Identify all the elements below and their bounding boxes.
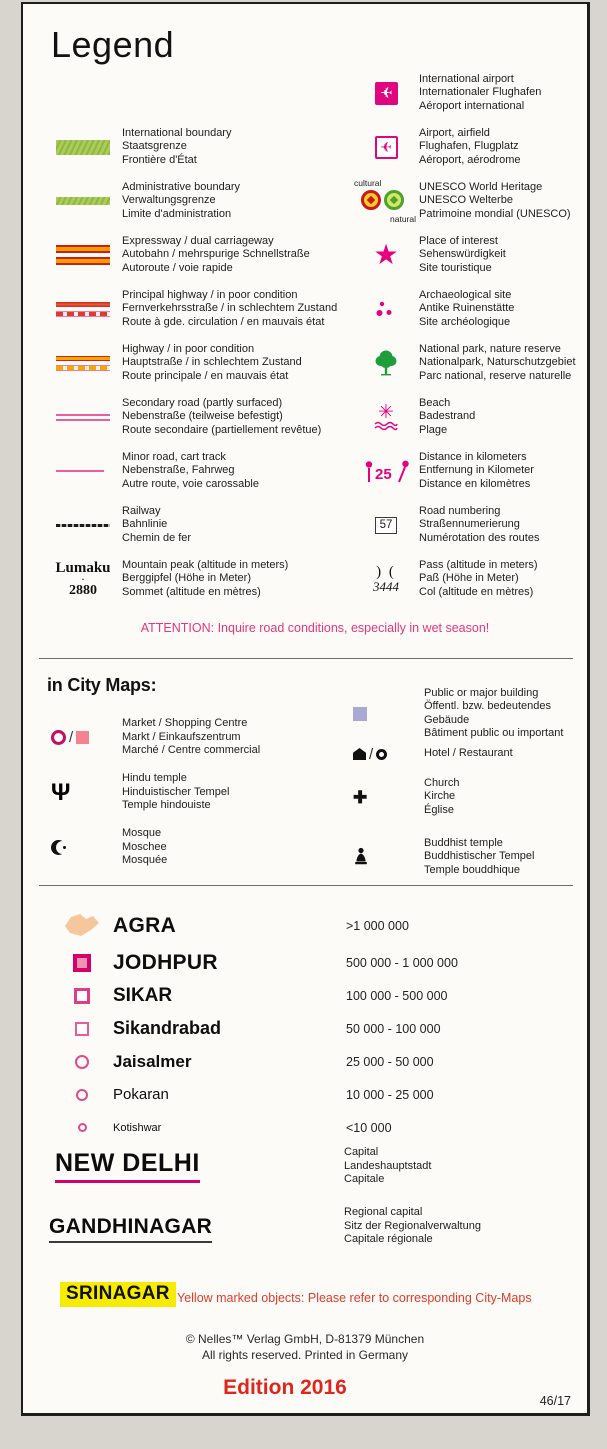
label-en: Hotel / Restaurant	[424, 747, 513, 760]
label-de: Fernverkehrsstraße / in schlechtem Zustand	[122, 302, 338, 315]
city-size-name: Pokaran	[113, 1086, 169, 1103]
label-de: Antike Ruinenstätte	[419, 302, 515, 315]
hotel-icon	[353, 748, 366, 760]
label-en: International boundary	[122, 126, 232, 139]
legend-column-right	[353, 66, 590, 606]
city-size-row	[51, 1045, 581, 1078]
city-size-range: 500 000 - 1 000 000	[346, 955, 458, 970]
legend-item-hotel-restaurant	[353, 741, 593, 767]
label-en: Expressway / dual carriageway	[122, 234, 274, 247]
legend-item-mosque	[51, 820, 351, 875]
pass-icon	[373, 565, 399, 594]
city-area-symbol	[51, 913, 113, 939]
small-circle-outline-icon	[76, 1089, 88, 1101]
national-park-symbol	[353, 349, 419, 377]
label-fr: Frontière d'État	[122, 153, 197, 166]
pass-glyph: ) (	[376, 563, 396, 580]
legend-item-distance	[353, 444, 590, 498]
peak-name: Lumaku	[55, 559, 111, 576]
distance-symbol	[353, 458, 419, 484]
label-fr: Chemin de fer	[122, 531, 192, 544]
city-size-range: <10 000	[346, 1120, 392, 1135]
label-en: Mountain peak (altitude in meters)	[122, 558, 289, 571]
label-de: Sitz der Regionalverwaltung	[344, 1219, 481, 1232]
slash: /	[369, 745, 374, 763]
label-fr: Temple hindouiste	[122, 799, 211, 812]
city-maps-column-right	[353, 686, 593, 887]
label-fr: Église	[424, 803, 454, 816]
label-fr: Capitale régionale	[344, 1233, 433, 1245]
label-en: Hindu temple	[122, 772, 187, 785]
label-de: Straßennumerierung	[419, 518, 520, 531]
legend-item-hindu-temple	[51, 765, 351, 820]
restaurant-icon	[376, 749, 387, 760]
legend-item-pass	[353, 552, 590, 606]
legend-item-railway	[51, 498, 351, 552]
railway-line-icon	[56, 524, 110, 527]
legend-item-secondary-road	[51, 390, 351, 444]
church-symbol	[353, 789, 424, 806]
page-title: Legend	[51, 24, 175, 65]
label-de: Öffentl. bzw. bedeutendes Gebäude	[424, 700, 551, 726]
legend-item-place-of-interest	[353, 228, 590, 282]
label-fr: Col (altitude en mètres)	[419, 585, 534, 598]
label-fr: Site archéologique	[419, 315, 511, 328]
label-fr: Site touristique	[419, 261, 492, 274]
yellow-objects-note: Yellow marked objects: Please refer to corresponding City-Maps	[177, 1291, 532, 1305]
label-de: Entfernung in Kilometer	[419, 464, 534, 477]
label-de: Autobahn / mehrspurige Schnellstraße	[122, 248, 310, 261]
legend-item-public-building	[353, 686, 593, 741]
city-size-name: SIKAR	[113, 984, 173, 1006]
label-en: Pass (altitude in meters)	[419, 558, 538, 571]
city-area-blob-icon	[64, 913, 100, 939]
legend-item-road-numbering	[353, 498, 590, 552]
market-symbol	[51, 729, 122, 746]
shopping-centre-square-icon	[76, 731, 89, 744]
international-airport-icon	[375, 82, 398, 105]
legend-item-market	[51, 710, 351, 765]
label-fr: Mosquée	[122, 854, 168, 867]
city-size-name: Sikandrabad	[113, 1018, 222, 1038]
legend-item-buddhist-temple	[353, 827, 593, 887]
label-en: Place of interest	[419, 234, 498, 247]
label-fr: Limite d'administration	[122, 207, 232, 220]
legend-item-national-park	[353, 336, 590, 390]
label-en: Distance in kilometers	[419, 450, 527, 463]
label-en: Regional capital	[344, 1206, 423, 1218]
cross-icon: ✚	[353, 787, 368, 807]
label-de: Hauptstraße / in schlechtem Zustand	[122, 356, 302, 369]
label-en: Market / Shopping Centre	[122, 717, 248, 730]
international-boundary-symbol	[51, 140, 122, 155]
mosque-symbol	[51, 840, 122, 855]
star-icon: ★	[373, 239, 399, 270]
archaeological-site-symbol	[353, 300, 419, 318]
label-de: Berggipfel (Höhe in Meter)	[122, 572, 252, 585]
legend-column-left	[51, 120, 351, 606]
unesco-symbol	[353, 178, 419, 224]
label-de: Moschee	[122, 840, 167, 853]
legend-item-mountain-peak	[51, 552, 351, 606]
unesco-icons	[354, 178, 418, 224]
label-de: Nationalpark, Naturschutzgebiet	[419, 356, 576, 369]
label-en: Highway / in poor condition	[122, 342, 255, 355]
hindu-temple-symbol	[51, 778, 122, 806]
peak-dot-icon: ·	[81, 571, 85, 586]
road-number-badge: 57	[375, 517, 398, 534]
page-frame	[21, 2, 590, 1416]
label-en: Principal highway / in poor condition	[122, 288, 298, 301]
principal-highway-symbol	[51, 302, 122, 317]
regional-capital-sample: GANDHINAGAR	[49, 1215, 212, 1243]
section-divider	[39, 885, 573, 886]
highway-bars-icon	[56, 356, 110, 371]
label-fr: Aéroport international	[419, 99, 525, 112]
label-de: Nebenstraße, Fahrweg	[122, 464, 235, 477]
label-fr: Plage	[419, 423, 448, 436]
public-building-symbol	[353, 707, 424, 721]
buddhist-temple-symbol	[353, 847, 424, 867]
green-band-icon	[56, 140, 110, 155]
label-fr: Route à gde. circulation / en mauvais état	[122, 315, 325, 328]
label-de: Nebenstraße (teilweise befestigt)	[122, 410, 283, 423]
circle-outline-icon	[75, 1055, 89, 1069]
place-of-interest-symbol	[353, 241, 419, 269]
copyright-line-2: All rights reserved. Printed in Germany	[201, 1348, 409, 1362]
capital-description	[344, 1146, 431, 1187]
secondary-road-symbol	[51, 414, 122, 421]
label-en: UNESCO World Heritage	[419, 180, 543, 193]
copyright	[23, 1331, 587, 1363]
label-en: Church	[424, 776, 460, 789]
edition-label: Edition 2016	[223, 1376, 347, 1399]
label-de: Buddhistischer Tempel	[424, 850, 535, 863]
label-de: Internationaler Flughafen	[419, 86, 542, 99]
pink-line-icon	[56, 470, 104, 472]
legend-item-church	[353, 767, 593, 827]
city-size-name: AGRA	[113, 914, 177, 937]
label-fr: Autoroute / voie rapide	[122, 261, 233, 274]
legend-item-highway	[51, 336, 351, 390]
label-en: National park, nature reserve	[419, 342, 561, 355]
airport-icon	[375, 136, 398, 159]
filled-square-icon	[73, 954, 91, 972]
label-en: Buddhist temple	[424, 836, 503, 849]
label-en: Administrative boundary	[122, 180, 241, 193]
label-de: Staatsgrenze	[122, 140, 187, 153]
label-de: Hinduistischer Tempel	[122, 785, 230, 798]
label-fr: Autre route, voie carossable	[122, 477, 259, 490]
legend-item-international-airport	[353, 66, 590, 120]
label-fr: Marché / Centre commercial	[122, 744, 261, 757]
label-fr: Route principale / en mauvais état	[122, 369, 289, 382]
label-fr: Bâtiment public ou important	[424, 727, 564, 739]
highway-symbol	[51, 356, 122, 371]
label-en: Beach	[419, 396, 451, 409]
square-outline-icon	[74, 988, 90, 1004]
legend-item-international-boundary	[51, 120, 351, 174]
city-size-row	[51, 1078, 581, 1111]
pass-altitude: 3444	[373, 578, 399, 594]
label-de: Kirche	[424, 790, 456, 803]
city-size-row	[51, 1111, 581, 1144]
label-fr: Route secondaire (partiellement revêtue)	[122, 423, 322, 436]
page-number: 46/17	[539, 1394, 571, 1408]
distance-value: 25	[375, 466, 392, 483]
label-de: Verwaltungsgrenze	[122, 194, 216, 207]
label-de: Paß (Höhe in Meter)	[419, 572, 519, 585]
city-size-row	[51, 1012, 581, 1045]
beach-symbol	[353, 401, 419, 431]
unesco-cultural-icon	[361, 190, 381, 210]
peak-altitude: 2880	[69, 582, 97, 598]
trident-icon: Ψ	[51, 778, 71, 806]
international-airport-symbol	[353, 82, 419, 105]
label-de: Markt / Einkaufszentrum	[122, 730, 241, 743]
tiny-circle-outline-icon	[78, 1123, 87, 1132]
attention-note: ATTENTION: Inquire road conditions, especially in wet season!	[140, 621, 490, 635]
distance-pins-icon	[362, 458, 410, 484]
expressway-symbol	[51, 245, 122, 265]
legend-item-unesco	[353, 174, 590, 228]
green-band-icon	[56, 197, 110, 205]
tree-icon	[374, 349, 398, 377]
airplane-icon: ✈	[380, 139, 392, 155]
city-size-range: >1 000 000	[346, 919, 409, 933]
label-de: Sehenswürdigkeit	[419, 248, 506, 261]
label-en: Public or major building	[424, 686, 539, 699]
city-maps-heading: in City Maps:	[47, 675, 157, 695]
city-size-range: 10 000 - 25 000	[346, 1087, 434, 1102]
legend-item-airport-airfield	[353, 120, 590, 174]
label-fr: Distance en kilomètres	[419, 477, 531, 490]
legend-item-beach	[353, 390, 590, 444]
label-fr: Sommet (altitude en mètres)	[122, 585, 261, 598]
label-en: Capital	[344, 1146, 379, 1158]
city-size-row	[51, 906, 581, 946]
section-divider	[39, 658, 573, 659]
label-en: Minor road, cart track	[122, 450, 226, 463]
label-fr: Aéroport, aérodrome	[419, 153, 521, 166]
pass-symbol	[353, 565, 419, 594]
label-fr: Patrimoine mondial (UNESCO)	[419, 207, 571, 220]
city-size-name: JODHPUR	[113, 950, 218, 974]
unesco-natural-icon	[384, 190, 404, 210]
legend-item-principal-highway	[51, 282, 351, 336]
legend-item-archaeological-site	[353, 282, 590, 336]
slash: /	[69, 729, 74, 746]
airport-airfield-symbol	[353, 136, 419, 159]
unesco-cultural-label: cultural	[354, 178, 382, 188]
label-de: UNESCO Welterbe	[419, 194, 513, 207]
capital-sample: NEW DELHI	[55, 1149, 200, 1183]
minor-road-symbol	[51, 470, 122, 472]
railway-symbol	[51, 524, 122, 527]
yellow-highlight-sample: SRINAGAR	[60, 1282, 176, 1307]
legend-item-minor-road	[51, 444, 351, 498]
small-square-outline-icon	[75, 1022, 89, 1036]
mountain-peak-symbol	[51, 561, 122, 598]
market-circle-icon	[51, 730, 66, 745]
crescent-icon	[51, 840, 66, 855]
copyright-line-1: © Nelles™ Verlag GmbH, D-81379 München	[185, 1332, 425, 1346]
legend-item-expressway	[51, 228, 351, 282]
city-size-name: Jaisalmer	[113, 1051, 192, 1071]
building-square-icon	[353, 707, 367, 721]
double-pink-line-icon	[56, 414, 110, 421]
peak-sample-icon	[51, 561, 115, 598]
sun-waves-icon: ✳	[374, 404, 398, 431]
label-en: Mosque	[122, 827, 162, 840]
label-fr: Temple bouddhique	[424, 863, 521, 876]
city-size-legend	[51, 906, 581, 1144]
label-de: Badestrand	[419, 410, 476, 423]
regional-capital-description	[344, 1206, 481, 1247]
three-dots-icon	[375, 300, 397, 318]
city-size-range: 100 000 - 500 000	[346, 988, 448, 1003]
label-de: Bahnlinie	[122, 518, 168, 531]
expressway-bars-icon	[56, 245, 110, 265]
buddha-icon	[353, 847, 369, 867]
city-size-row	[51, 946, 581, 979]
label-de: Flughafen, Flugplatz	[419, 140, 519, 153]
label-en: Railway	[122, 504, 161, 517]
label-fr: Numérotation des routes	[419, 531, 540, 544]
legend-item-administrative-boundary	[51, 174, 351, 228]
city-size-name: Kotishwar	[113, 1121, 162, 1134]
city-size-row	[51, 979, 581, 1012]
label-fr: Capitale	[344, 1173, 385, 1185]
principal-highway-bars-icon	[56, 302, 110, 317]
label-en: Archaeological site	[419, 288, 512, 301]
label-de: Landeshauptstadt	[344, 1159, 432, 1172]
label-fr: Parc national, reserve naturelle	[419, 369, 572, 382]
label-en: Airport, airfield	[419, 126, 490, 139]
label-en: Road numbering	[419, 504, 501, 517]
city-size-range: 50 000 - 100 000	[346, 1021, 441, 1036]
label-en: Secondary road (partly surfaced)	[122, 396, 283, 409]
unesco-natural-label: natural	[390, 214, 416, 224]
hotel-restaurant-symbol	[353, 746, 424, 763]
city-size-range: 25 000 - 50 000	[346, 1054, 434, 1069]
road-numbering-symbol	[353, 517, 419, 534]
airplane-icon: ✈	[379, 84, 393, 102]
city-maps-column-left	[51, 710, 351, 875]
administrative-boundary-symbol	[51, 197, 122, 205]
label-en: International airport	[419, 72, 514, 85]
